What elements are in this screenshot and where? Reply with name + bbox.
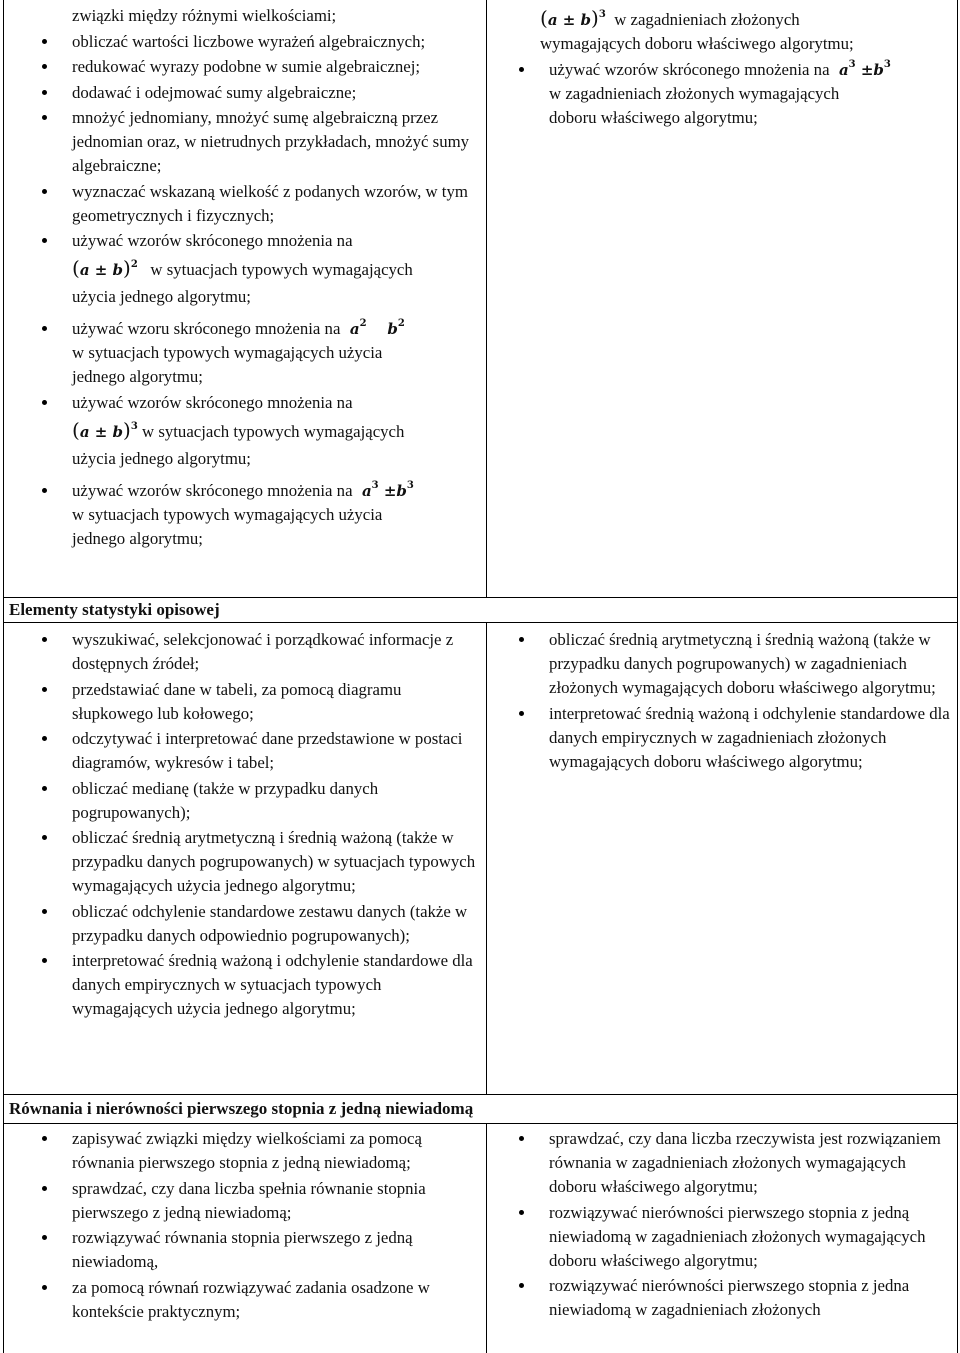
item-text: używać wzorów skróconego mnożenia na: [549, 59, 830, 79]
item-text: używać wzorów skróconego mnożenia na: [72, 231, 353, 250]
list-item: obliczać średnią arytmetyczną i średnią ważoną (także w przypadku danych pogrupowanych) w sytuacjach typowych wymagających użycia jednego algorytmu;: [0, 826, 486, 898]
list-item: rozwiązywać nierówności pierwszego stopnia z jedną niewiadomą w zagadnieniach złożonych wymagających doboru właściwego algorytmu;: [0, 1201, 957, 1273]
list-item: [0, 391, 486, 471]
list-item: rozwiązywać nierówności pierwszego stopnia z jedna niewiadomą w zagadnieniach złożonych: [0, 1274, 957, 1322]
item-text: użycia jednego algorytmu;: [72, 287, 251, 306]
item-text: użycia jednego algorytmu;: [72, 448, 251, 468]
list-item-continuation: związki między różnymi wielkościami;: [72, 6, 337, 25]
item-text: jednego algorytmu;: [72, 528, 203, 548]
list-item: obliczać medianę (także w przypadku danych pogrupowanych);: [0, 777, 486, 825]
list-item: przedstawiać dane w tabeli, za pomocą diagramu słupkowego lub kołowego;: [0, 678, 486, 726]
formula-cube-of-sum: $(a \pm b)^3$: [540, 6, 606, 30]
section-heading: Równania i nierówności pierwszego stopnia z jedną niewiadomą: [9, 1099, 474, 1118]
algebra-right-column: [0, 6, 957, 131]
item-text: używać wzorów skróconego mnożenia na: [72, 480, 353, 500]
list-item: [0, 479, 486, 551]
list-item: [0, 317, 486, 389]
row-divider: [3, 597, 958, 598]
statistics-right-column: [0, 628, 957, 775]
list-item: wyznaczać wskazaną wielkość z podanych wzorów, w tym geometrycznych i fizycznych;: [0, 180, 486, 228]
formula-line: [72, 415, 486, 447]
list-item: obliczać średnią arytmetyczną i średnią ważoną (także w przypadku danych pogrupowanych) w zagadnieniach złożonych wymagających doboru właściwego algorytmu;: [0, 628, 957, 700]
list-item: mnożyć jednomiany, mnożyć sumę algebraiczną przez jednomian oraz, w nietrudnych przykładach, mnożyć sumy algebraiczne;: [0, 106, 486, 178]
list-item-continuation: [0, 6, 957, 56]
formula-sum-of-cubes: $a^3 \pm b^3$: [356, 479, 414, 500]
list-item: sprawdzać, czy dana liczba rzeczywista jest rozwiązaniem równania w zagadnieniach złożonych wymagających doboru właściwego algorytmu;: [0, 1127, 957, 1199]
list-item: zapisywać związki między wielkościami za pomocą równania pierwszego stopnia z jedną niewiadomą;: [0, 1127, 486, 1175]
item-text: jednego algorytmu;: [72, 367, 203, 386]
row-divider: [3, 1094, 958, 1095]
list-item: interpretować średnią ważoną i odchylenie standardowe dla danych empirycznych w sytuacjach typowych wymagających użycia jednego algorytmu;: [0, 949, 486, 1021]
formula-sum-of-cubes: $a^3 \pm b^3$: [833, 58, 891, 79]
list-item: rozwiązywać równania stopnia pierwszego z jedną niewiadomą,: [0, 1226, 486, 1274]
list-item: za pomocą równań rozwiązywać zadania osadzone w kontekście praktycznym;: [0, 1276, 486, 1324]
formula-line: [72, 253, 486, 285]
item-text: w zagadnieniach złożonych: [614, 10, 800, 29]
list-item: sprawdzać, czy dana liczba spełnia równanie stopnia pierwszego z jedną niewiadomą;: [0, 1177, 486, 1225]
formula-square-of-sum: $(a \pm b)^2$: [72, 256, 138, 280]
list-item: [0, 58, 957, 130]
list-item: obliczać wartości liczbowe wyrażeń algebraicznych;: [0, 30, 486, 54]
table-border-right: [957, 0, 958, 1353]
item-text: używać wzorów skróconego mnożenia na: [72, 392, 353, 412]
list-item: [0, 229, 486, 309]
item-text: w sytuacjach typowych wymagających użycia: [72, 504, 383, 524]
list-item: obliczać odchylenie standardowe zestawu danych (także w przypadku danych odpowiednio pogrupowanych);: [0, 900, 486, 948]
section-heading: Elementy statystyki opisowej: [9, 600, 220, 619]
formula-cube-of-sum: $(a \pm b)^3$: [72, 417, 138, 442]
item-text: w sytuacjach typowych wymagających: [142, 421, 405, 441]
row-divider: [3, 1123, 958, 1124]
list-item: dodawać i odejmować sumy algebraiczne;: [0, 81, 486, 105]
item-text: wymagających doboru właściwego algorytmu;: [540, 34, 854, 53]
item-text: w sytuacjach typowych wymagających użycia: [72, 343, 383, 362]
item-text: używać wzoru skróconego mnożenia na: [72, 319, 341, 338]
item-text: w sytuacjach typowych wymagających: [150, 260, 413, 279]
list-item: odczytywać i interpretować dane przedstawione w postaci diagramów, wykresów i tabel;: [0, 727, 486, 775]
item-text: doboru właściwego algorytmu;: [549, 107, 758, 127]
formula-difference-of-squares: $a^2$ $b^2$: [344, 318, 405, 338]
equations-right-column: [0, 1127, 957, 1324]
item-text: w zagadnieniach złożonych wymagających: [549, 83, 840, 103]
list-item: redukować wyrazy podobne w sumie algebraicznej;: [0, 55, 486, 79]
list-item: interpretować średnią ważoną i odchylenie standardowe dla danych empirycznych w zagadnieniach złożonych wymagających doboru właściwego algorytmu;: [0, 702, 957, 774]
list-item: wyszukiwać, selekcjonować i porządkować informacje z dostępnych źródeł;: [0, 628, 486, 676]
row-divider: [3, 622, 958, 623]
